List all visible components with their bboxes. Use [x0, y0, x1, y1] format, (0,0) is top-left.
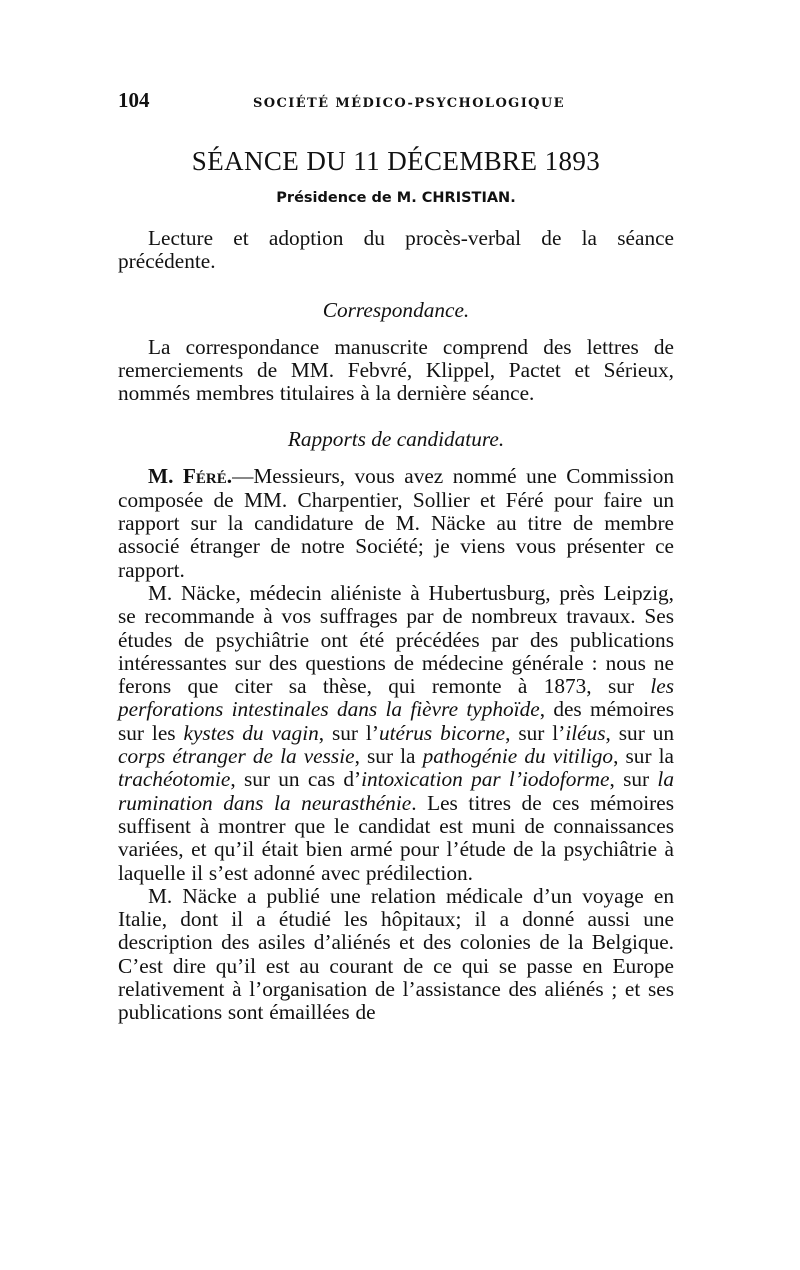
- italic-title: intoxication par l’iodoforme: [361, 767, 610, 792]
- text-run: M. Näcke, médecin aliéniste à Hubertusburg, près Leipzig, se recommande à vos suffrages par de nombreux travaux. Ses études de psychiâtrie ont été précédées par des publications intéressantes sur des questions de médecine générale : nous ne ferons que citer sa thèse, qui remonte à 1873, sur: [118, 580, 674, 699]
- page-number: 104: [118, 88, 150, 112]
- document-page: [118, 88, 674, 1025]
- text-run: , des mémoires sur les: [118, 697, 674, 745]
- italic-title: corps étranger de la vessie: [118, 744, 355, 769]
- text-run: . Les titres de ces mémoires suffisent à montrer que le candidat est muni de connaissances variées, et qu’il était bien armé pour l’étude de la psychiâtrie à laquelle il s’est adonné avec prédilection.: [118, 790, 674, 885]
- presidency-line: Présidence de M. CHRISTIAN.: [276, 190, 516, 206]
- italic-title: trachéotomie: [118, 767, 231, 792]
- intro-paragraph: Lecture et adoption du procès-verbal de la séance précédente.: [118, 226, 674, 274]
- italic-title: les perforations intestinales dans la fièvre typhoïde: [118, 674, 674, 722]
- session-title: SÉANCE DU 11 DÉCEMBRE 1893: [191, 146, 601, 176]
- correspondance-paragraph: La correspondance manuscrite comprend des lettres de remerciements de MM. Febvré, Klippel, Pactet et Sérieux, nommés membres titulaires à la dernière séance.: [118, 334, 674, 406]
- text-run: , sur la: [613, 744, 675, 769]
- italic-title: pathogénie du vitiligo: [422, 744, 614, 769]
- running-head: [118, 88, 674, 118]
- text-run: , sur la: [354, 744, 423, 769]
- text-run: , sur: [609, 767, 658, 792]
- rapports-heading: Rapports de candidature.: [287, 427, 505, 452]
- journal-title: SOCIÉTÉ MÉDICO-PSYCHOLOGIQUE: [253, 96, 565, 111]
- italic-title: kystes du vagin: [183, 720, 319, 745]
- italic-title: utérus bicorne: [378, 720, 506, 745]
- text-run: , sur l’: [505, 720, 566, 745]
- rapport-paragraph-1: [118, 465, 674, 581]
- italic-title: iléus: [565, 720, 606, 745]
- text-run: , sur l’: [318, 720, 379, 745]
- rapport-paragraph-3: M. Näcke a publié une relation médicale d’un voyage en Italie, dont il a étudié les hôpitaux; il a donné aussi une description des asiles d’aliénés et des colonies de la Belgique. C’est dire qu’il est au courant de ce qui se passe en Europe relativement à l’organisation de l’assistance des aliénés ; et ses publications sont émaillées de: [118, 883, 674, 1025]
- text-run: , sur un cas d’: [230, 767, 362, 792]
- rapport-paragraph-1-text: —Messieurs, vous avez nommé une Commission composée de MM. Charpentier, Sollier et Féré pour faire un rapport sur la candidature de M. Näcke au titre de membre associé étranger de notre Société; je viens vous présenter ce rapport.: [118, 464, 674, 582]
- text-run: , sur un: [605, 720, 674, 745]
- speaker-name: M. Féré.: [148, 464, 233, 489]
- italic-title: la rumination dans la neurasthénie: [118, 767, 674, 815]
- correspondance-heading: Correspondance.: [322, 297, 470, 322]
- rapport-paragraph-2: [118, 582, 674, 885]
